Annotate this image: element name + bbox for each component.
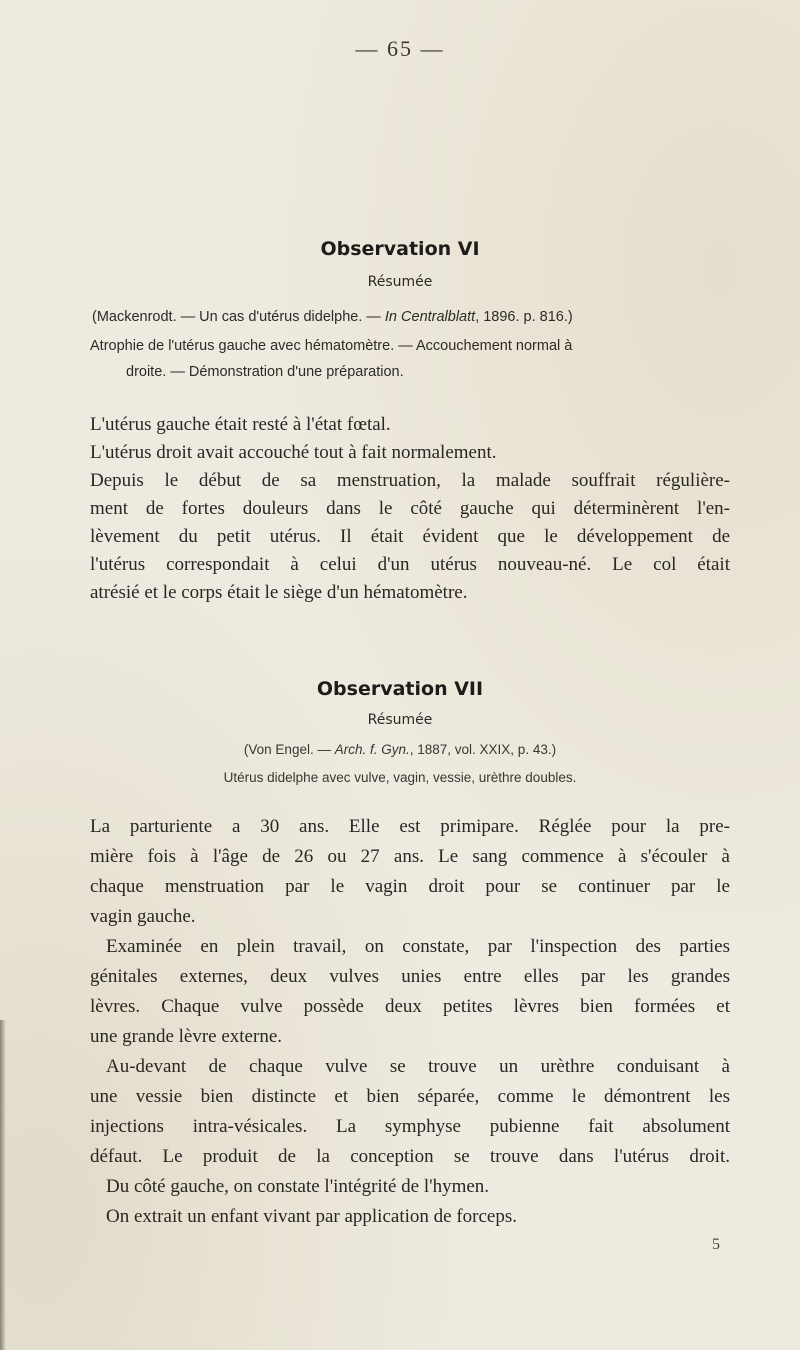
source-prefix: (Von Engel. — — [243, 742, 335, 757]
observation-vii-paragraph-line: Examinée en plein travail, on constate, par l'inspection des parties — [106, 936, 730, 957]
observation-vi-summary-line: Atrophie de l'utérus gauche avec hématomètre. — Accouchement normal à — [90, 338, 573, 354]
observation-vii-paragraph-line: chaque menstruation par le vagin droit pour se continuer par le — [90, 876, 730, 897]
observation-vi-paragraph-line: lèvement du petit utérus. Il était évident que le développement de — [90, 526, 730, 547]
source-journal: Arch. f. Gyn. — [334, 742, 410, 757]
observation-vi-subtitle: Résumée — [367, 274, 433, 290]
source-prefix: (Mackenrodt. — Un cas d'utérus didelphe. — — [92, 309, 385, 325]
observation-vi-title: Observation VI — [320, 238, 480, 260]
observation-vii-paragraph-line: injections intra-vésicales. La symphyse pubienne fait absolument — [90, 1116, 730, 1137]
source-suffix: , 1896. p. 816.) — [475, 309, 573, 325]
observation-vii-paragraph-line: lèvres. Chaque vulve possède deux petites lèvres bien formées et — [90, 996, 730, 1017]
observation-vi-paragraph-line: L'utérus droit avait accouché tout à fait normalement. — [90, 442, 497, 463]
page-number: — 65 — — [355, 36, 445, 61]
observation-vi-paragraph-line: L'utérus gauche était resté à l'état fœtal. — [90, 414, 391, 435]
observation-vii-title: Observation VII — [316, 678, 484, 700]
source-journal: In Centralblatt — [384, 309, 476, 325]
observation-vii-summary: Utérus didelphe avec vulve, vagin, vessie, urèthre doubles. — [223, 770, 577, 785]
signature-mark: 5 — [712, 1236, 720, 1253]
observation-vii-paragraph-line: On extrait un enfant vivant par application de forceps. — [106, 1206, 517, 1227]
observation-vii-paragraph-line: vagin gauche. — [90, 906, 196, 927]
observation-vii-paragraph-line: une grande lèvre externe. — [90, 1026, 283, 1047]
observation-vii-paragraph-line: génitales externes, deux vulves unies entre elles par les grandes — [90, 966, 730, 987]
observation-vii-paragraph-line: une vessie bien distincte et bien séparée, comme le démontrent les — [90, 1086, 730, 1107]
observation-vii-paragraph-line: mière fois à l'âge de 26 ou 27 ans. Le sang commence à s'écouler à — [90, 846, 730, 867]
observation-vi-paragraph-line: ment de fortes douleurs dans le côté gauche qui déterminèrent l'en- — [90, 498, 730, 519]
observation-vi-summary-line: droite. — Démonstration d'une préparation. — [126, 364, 404, 380]
observation-vi-paragraph-line: Depuis le début de sa menstruation, la malade souffrait régulière- — [90, 470, 730, 491]
observation-vii-paragraph-line: La parturiente a 30 ans. Elle est primipare. Réglée pour la pre- — [90, 816, 730, 837]
observation-vii-paragraph-line: Au-devant de chaque vulve se trouve un urèthre conduisant à — [106, 1056, 730, 1077]
observation-vii-subtitle: Résumée — [367, 712, 433, 728]
observation-vii-source — [0, 742, 800, 757]
observation-vii-paragraph-line: Du côté gauche, on constate l'intégrité de l'hymen. — [106, 1176, 490, 1197]
source-suffix: , 1887, vol. XXIX, p. 43.) — [409, 742, 557, 757]
observation-vii-paragraph-line: défaut. Le produit de la conception se trouve dans l'utérus droit. — [90, 1146, 730, 1167]
page-edge-shadow — [0, 1020, 6, 1350]
observation-vi-source — [92, 309, 573, 325]
observation-vi-paragraph-line: l'utérus correspondait à celui d'un utérus nouveau-né. Le col était — [90, 554, 730, 575]
observation-vi-paragraph-line: atrésié et le corps était le siège d'un hématomètre. — [90, 582, 468, 603]
